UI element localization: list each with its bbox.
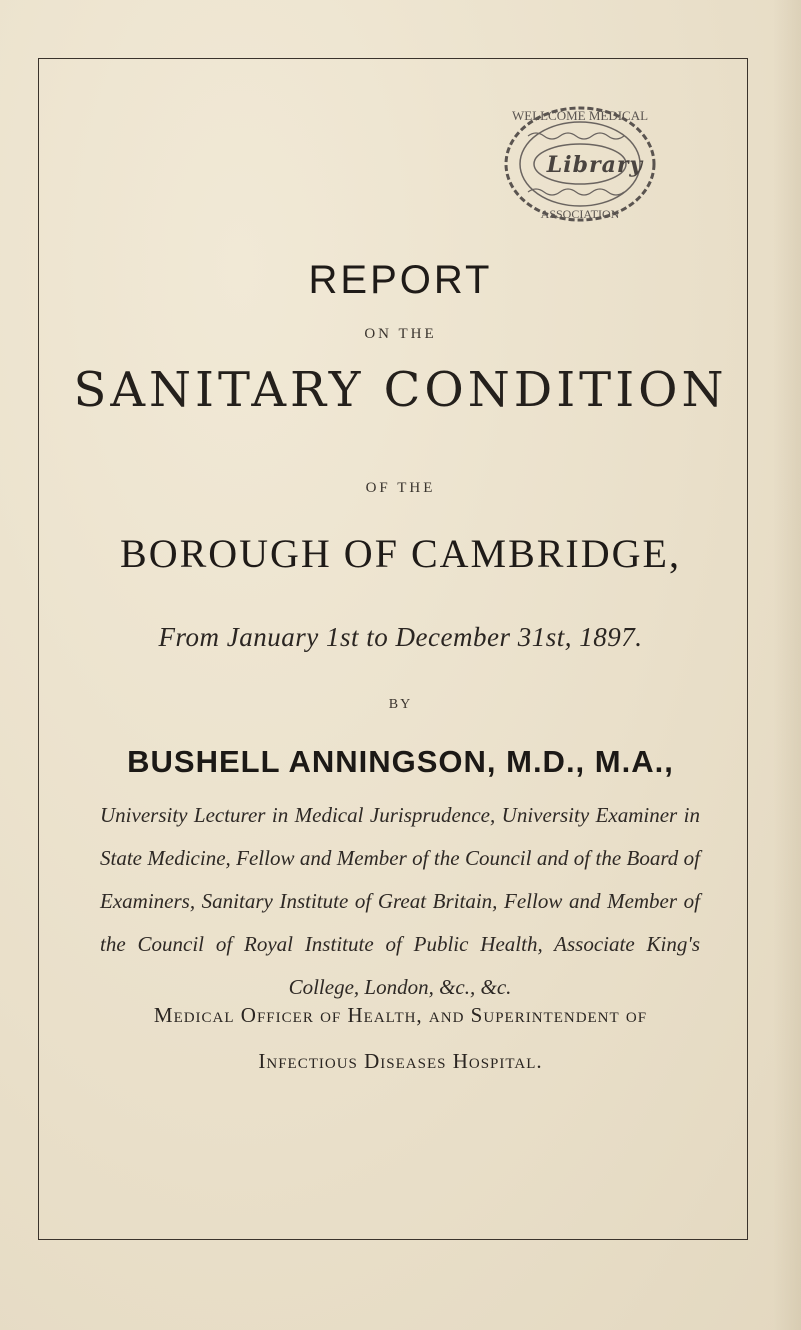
borough-heading: BOROUGH OF CAMBRIDGE, bbox=[120, 531, 681, 576]
on-the-text: ON THE bbox=[364, 326, 437, 342]
qualification-line: College, London, &c., &c. bbox=[288, 975, 512, 999]
qualification-line: University Lecturer in Medical Jurisprudence, University Examiner in bbox=[100, 803, 700, 827]
stamp-ring-top: WELLCOME MEDICAL bbox=[511, 108, 649, 123]
appointment-line-2: Infectious Diseases Hospital. bbox=[258, 1049, 543, 1073]
qualification-line: Examiners, Sanitary Institute of Great Britain, Fellow and Member of bbox=[100, 889, 700, 913]
sanitary-condition-heading: SANITARY CONDITION bbox=[73, 362, 728, 418]
author-name: BUSHELL ANNINGSON, M.D., M.A., bbox=[127, 744, 674, 779]
qualification-line: State Medicine, Fellow and Member of the Council and of the Board of bbox=[100, 846, 700, 870]
qualification-line: the Council of Royal Institute of Public Health, Associate King's bbox=[100, 932, 700, 956]
appointment-line-1: Medical Officer of Health, and Superintendent of bbox=[153, 1003, 648, 1027]
author-qualifications bbox=[100, 794, 700, 1009]
stamp-library-label: Library bbox=[546, 152, 644, 178]
by-text: BY bbox=[388, 697, 413, 712]
paper-edge-shadow bbox=[773, 0, 801, 1330]
report-dates: From January 1st to December 31st, 1897. bbox=[158, 622, 643, 652]
stamp-ring-bottom: ASSOCIATION bbox=[540, 207, 620, 221]
of-the-text: OF THE bbox=[365, 480, 436, 496]
report-heading: REPORT bbox=[308, 258, 493, 302]
